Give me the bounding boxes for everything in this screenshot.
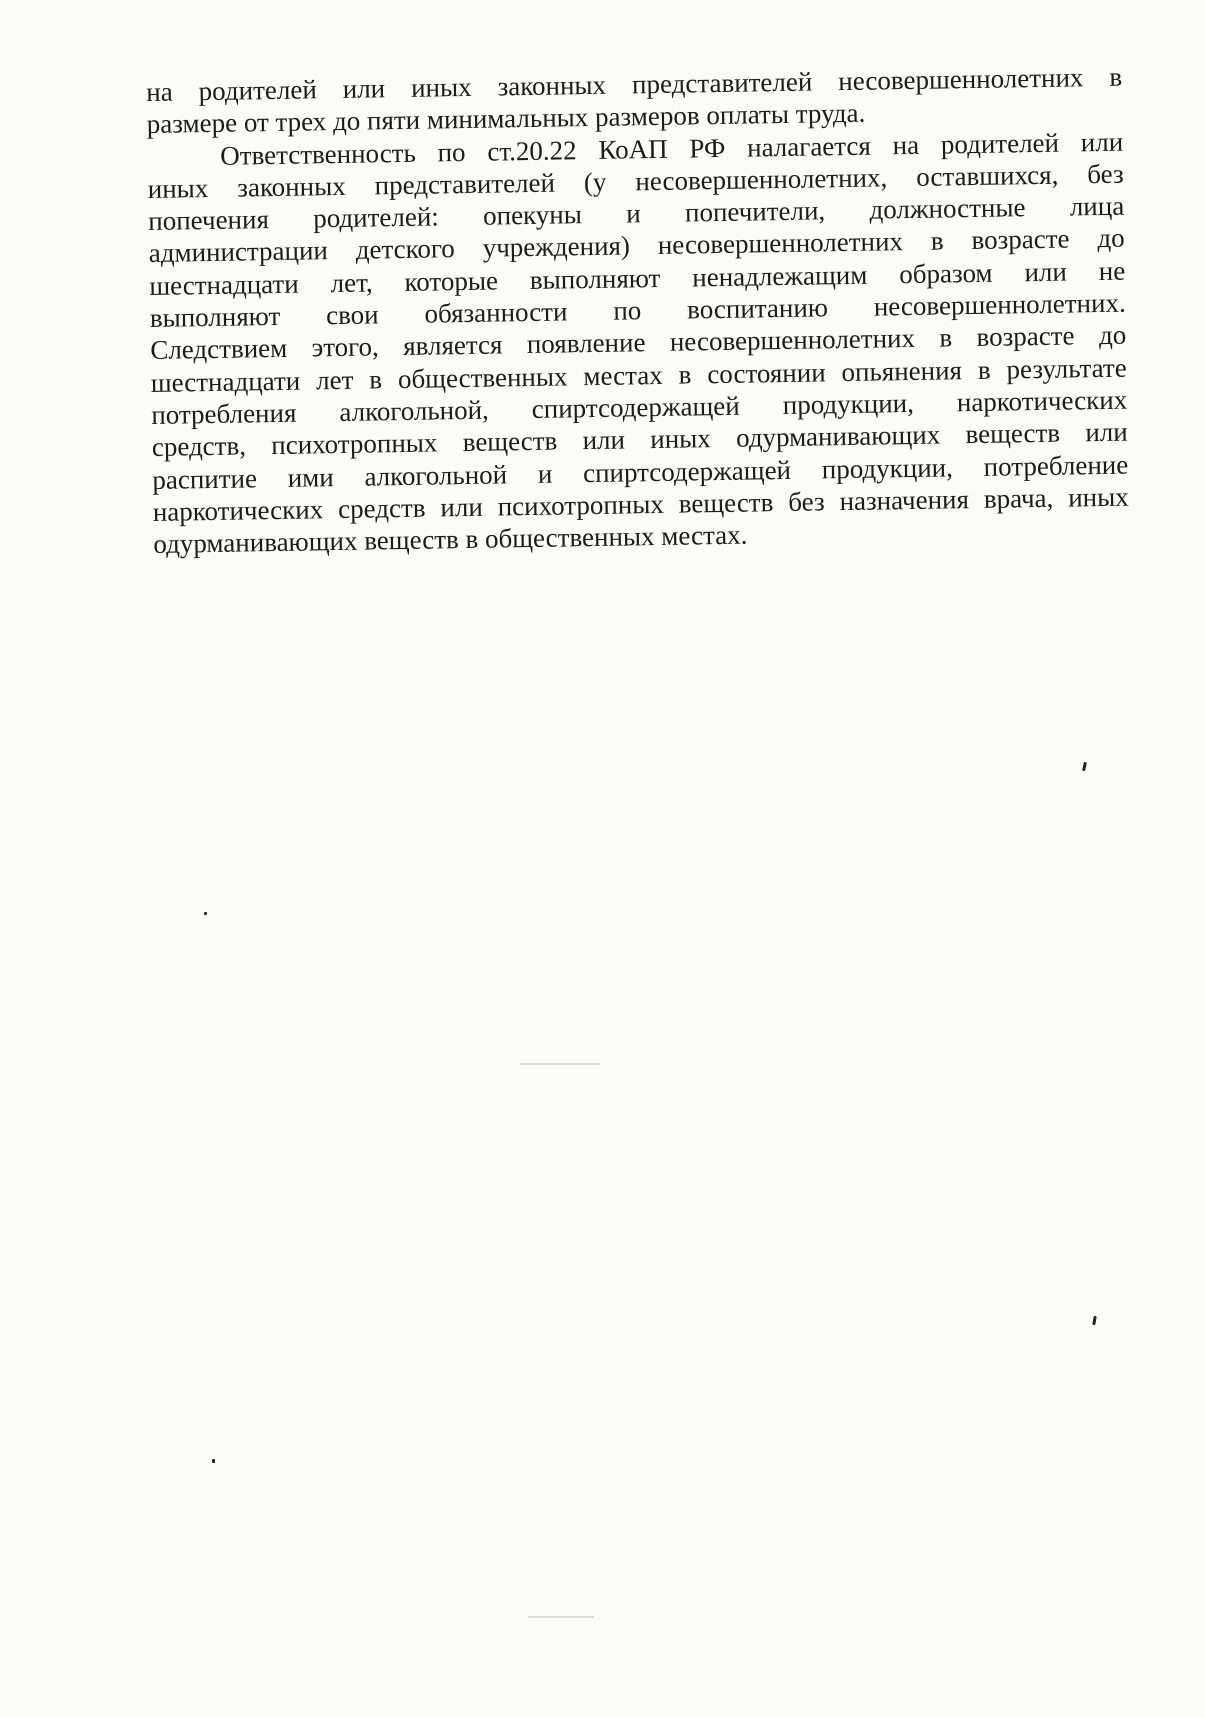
text-line: попечения родителей: опекуны и попечители, должностные лица <box>148 190 1125 237</box>
scan-smudge <box>528 1616 594 1618</box>
scan-speck <box>212 1459 215 1463</box>
text-line: распитие ими алкогольной и спиртсодержащей продукции, потребление <box>152 449 1129 495</box>
paragraph-2 <box>147 125 1129 560</box>
text-line: наркотических средств или психотропных веществ без назначения врача, иных <box>152 481 1129 527</box>
text-line: Следствием этого, является появление несовершеннолетних в возрасте до <box>150 320 1127 366</box>
text-line: на родителей или иных законных представителей несовершеннолетних в <box>146 61 1123 107</box>
text-line: потребления алкогольной, спиртсодержащей продукции, наркотических <box>151 384 1128 430</box>
text-line: шестнадцати лет, которые выполняют ненадлежащим образом или не <box>149 255 1126 301</box>
text-line: одурманивающих веществ в общественных местах. <box>153 519 748 560</box>
text-line: размере от трех до пяти минимальных размеров оплаты труда. <box>146 98 866 140</box>
scan-smudge <box>520 1063 600 1065</box>
scan-speck <box>1092 1316 1097 1325</box>
scan-speck <box>204 912 207 915</box>
text-line: Ответственность по ст.20.22 КоАП РФ налагается на родителей или <box>220 126 1124 171</box>
text-line: средств, психотропных веществ или иных одурманивающих веществ или <box>151 416 1128 463</box>
document-text <box>146 61 1129 561</box>
text-line: шестнадцати лет в общественных местах в состоянии опьянения в результате <box>150 352 1127 398</box>
text-line: выполняют свои обязанности по воспитанию несовершеннолетних. <box>149 287 1126 334</box>
text-line: иных законных представителей (у несовершеннолетних, оставшихся, без <box>147 158 1124 204</box>
scan-speck <box>1082 762 1087 771</box>
text-line: администрации детского учреждения) несовершеннолетних в возрасте до <box>148 223 1125 269</box>
